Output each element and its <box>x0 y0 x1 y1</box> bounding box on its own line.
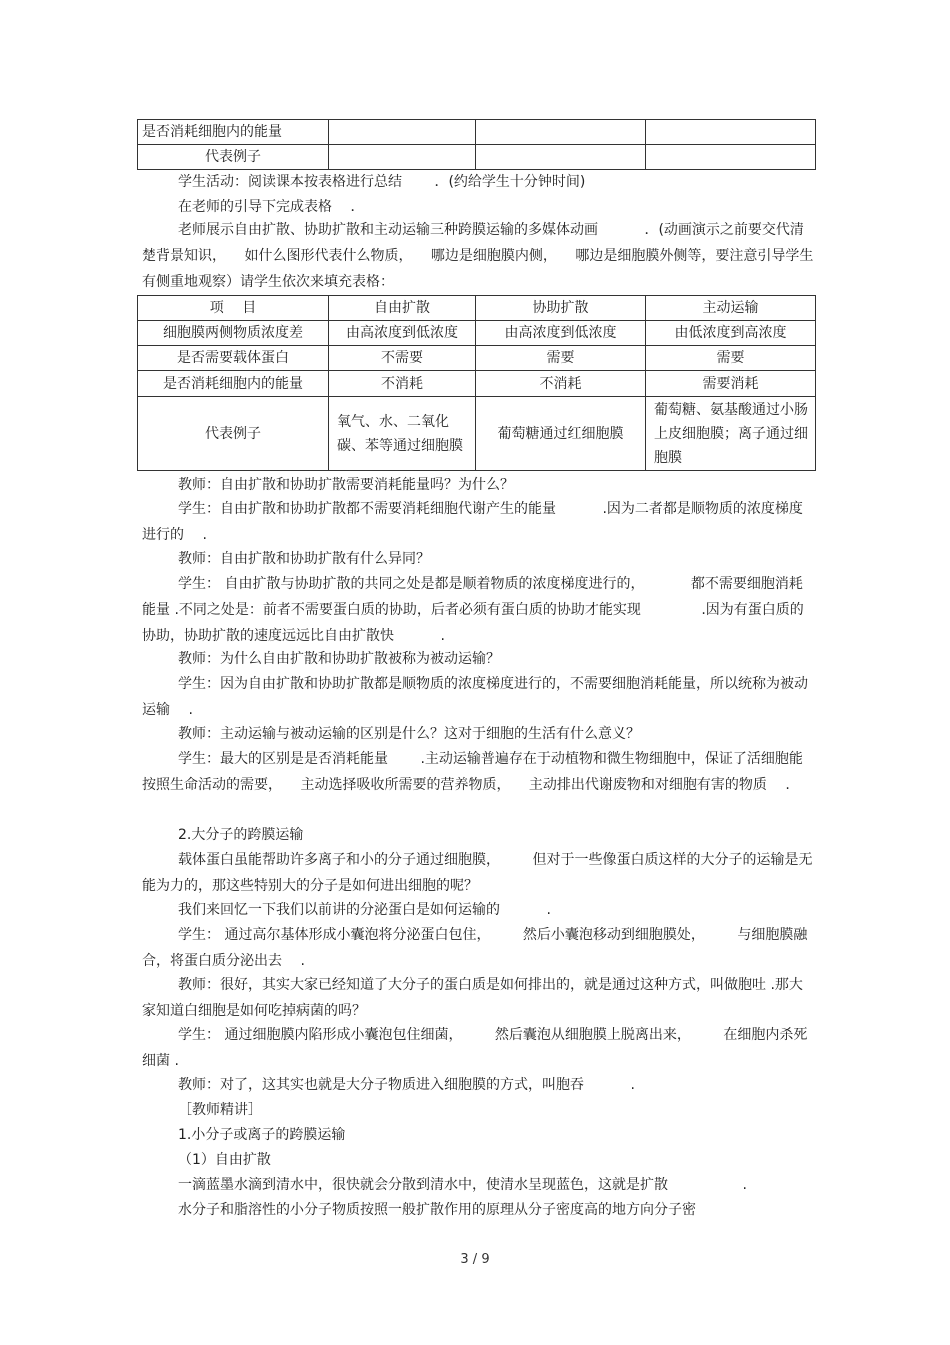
page-number: 3 / 9 <box>460 1252 490 1267</box>
paragraph <box>142 722 814 748</box>
paragraph <box>142 647 814 673</box>
table-cell: 葡萄糖通过红细胞膜 <box>476 397 646 471</box>
heading-text: ［教师精讲］ <box>178 1102 262 1118</box>
paragraph <box>142 547 814 573</box>
table-cell: 不需要 <box>329 346 476 371</box>
paragraph-text: 学生：最大的区别是是否消耗能量 .主动运输普遍存在于动植物和微生物细胞中，保证了活细胞能按照生命活动的需要， 主动选择吸收所需要的营养物质， 主动排出代谢废物和对细胞有害的物质 . <box>142 751 803 793</box>
paragraph-text: 我们来回忆一下我们以前讲的分泌蛋白是如何运输的 . <box>178 902 551 918</box>
paragraph-text: 教师：自由扩散和协助扩散有什么异同？ <box>178 551 430 567</box>
paragraph <box>142 747 814 799</box>
table-cell <box>329 120 476 145</box>
table-row <box>138 371 816 397</box>
paragraph <box>142 1023 814 1075</box>
paragraph <box>142 672 814 724</box>
row-header: 是否消耗细胞内的能量 <box>138 371 329 397</box>
paragraph-text: 老师展示自由扩散、协助扩散和主动运输三种跨膜运输的多媒体动画 ．(动画演示之前要交代清楚背景知识， 如什么图形代表什么物质， 哪边是细胞膜内侧， 哪边是细胞膜外侧等，要注意引导学生有侧重地观察）请学生依次来填充表格： <box>142 222 814 290</box>
table-cell <box>476 120 646 145</box>
column-header: 主动运输 <box>646 296 816 321</box>
paragraph <box>142 923 814 975</box>
paragraph-text: 在老师的引导下完成表格 ． <box>178 199 365 215</box>
paragraph-text: 学生： 通过细胞膜内陷形成小囊泡包住细菌， 然后囊泡从细胞膜上脱离出来， 在细胞内杀死细菌 . <box>142 1027 808 1069</box>
paragraph <box>142 1198 814 1224</box>
table-cell: 葡萄糖、氨基酸通过小肠上皮细胞膜；离子通过细胞膜 <box>646 397 816 471</box>
paragraph-text: 学生：自由扩散和协助扩散都不需要消耗细胞代谢产生的能量 .因为二者都是顺物质的浓度梯度进行的 . <box>142 501 803 543</box>
table-cell <box>646 120 816 145</box>
paragraph-text: 学生： 自由扩散与协助扩散的共同之处是都是顺着物质的浓度梯度进行的， 都不需要细胞消耗能量 .不同之处是：前者不需要蛋白质的协助，后者必须有蛋白质的协助才能实现 .因为有蛋白质的协助，协助扩散的速度远远比自由扩散快 . <box>142 576 804 644</box>
paragraph-text: 教师：很好，其实大家已经知道了大分子的蛋白质是如何排出的，就是通过这种方式，叫做胞吐 .那大家知道白细胞是如何吃掉病菌的吗？ <box>142 977 803 1019</box>
paragraph-text: 学生活动：阅读课本按表格进行总结 ．(约给学生十分钟时间) <box>178 174 586 190</box>
paragraph <box>142 170 814 196</box>
paragraph <box>142 473 814 499</box>
table-cell: 需要 <box>646 346 816 371</box>
table-cell: 由高浓度到低浓度 <box>476 321 646 346</box>
column-header: 项 目 <box>138 296 329 321</box>
row-header: 是否需要载体蛋白 <box>138 346 329 371</box>
table-cell: 需要 <box>476 346 646 371</box>
section-heading <box>142 1098 814 1124</box>
table-row <box>138 120 816 145</box>
table-cell: 由高浓度到低浓度 <box>329 321 476 346</box>
paragraph <box>142 898 814 924</box>
row-header: 细胞膜两侧物质浓度差 <box>138 321 329 346</box>
paragraph-text: 水分子和脂溶性的小分子物质按照一般扩散作用的原理从分子密度高的地方向分子密 <box>178 1202 696 1218</box>
section-heading <box>142 1148 814 1174</box>
paragraph <box>142 195 814 221</box>
paragraph-text: 教师：自由扩散和协助扩散需要消耗能量吗？为什么？ <box>178 477 514 493</box>
table-cell <box>476 145 646 170</box>
row-header: 代表例子 <box>138 397 329 471</box>
table-cell: 不消耗 <box>329 371 476 397</box>
paragraph-text: 教师：对了，这其实也就是大分子物质进入细胞膜的方式，叫胞吞 . <box>178 1077 635 1093</box>
table-cell: 由低浓度到高浓度 <box>646 321 816 346</box>
table-cell: 不消耗 <box>476 371 646 397</box>
table-header-row <box>138 296 816 321</box>
column-header: 自由扩散 <box>329 296 476 321</box>
table-cell-label: 是否消耗细胞内的能量 <box>138 120 329 145</box>
table-cell: 氧气、水、二氧化碳、苯等通过细胞膜 <box>329 397 476 471</box>
table-cell-label: 代表例子 <box>138 145 329 170</box>
section-heading <box>142 1123 814 1149</box>
table-continuation <box>137 119 816 170</box>
paragraph-text: 一滴蓝墨水滴到清水中，很快就会分散到清水中，使清水呈现蓝色，这就是扩散 . <box>178 1177 747 1193</box>
paragraph <box>142 572 814 649</box>
heading-text: 2.大分子的跨膜运输 <box>178 827 304 843</box>
table-row <box>138 145 816 170</box>
table-row <box>138 397 816 471</box>
paragraph <box>142 1173 814 1199</box>
paragraph-text: 学生： 通过高尔基体形成小囊泡将分泌蛋白包住， 然后小囊泡移动到细胞膜处， 与细胞膜融合，将蛋白质分泌出去 . <box>142 927 808 969</box>
comparison-table <box>137 295 816 471</box>
paragraph <box>142 973 814 1025</box>
heading-text: （1）自由扩散 <box>178 1152 271 1168</box>
section-heading <box>142 823 814 849</box>
paragraph <box>142 218 814 295</box>
paragraph-text: 学生：因为自由扩散和协助扩散都是顺物质的浓度梯度进行的，不需要细胞消耗能量，所以统称为被动运输 . <box>142 676 808 718</box>
heading-text: 1.小分子或离子的跨膜运输 <box>178 1127 346 1143</box>
paragraph-text: 教师：为什么自由扩散和协助扩散被称为被动运输？ <box>178 651 500 667</box>
paragraph <box>142 497 814 549</box>
paragraph-text: 教师：主动运输与被动运输的区别是什么？这对于细胞的生活有什么意义？ <box>178 726 640 742</box>
table-row <box>138 321 816 346</box>
table-cell <box>329 145 476 170</box>
paragraph <box>142 1073 814 1099</box>
table-row <box>138 346 816 371</box>
paragraph-text: 载体蛋白虽能帮助许多离子和小的分子通过细胞膜， 但对于一些像蛋白质这样的大分子的运输是无能为力的，那这些特别大的分子是如何进出细胞的呢？ <box>142 852 813 894</box>
column-header: 协助扩散 <box>476 296 646 321</box>
paragraph <box>142 848 814 900</box>
table-cell: 需要消耗 <box>646 371 816 397</box>
table-cell <box>646 145 816 170</box>
